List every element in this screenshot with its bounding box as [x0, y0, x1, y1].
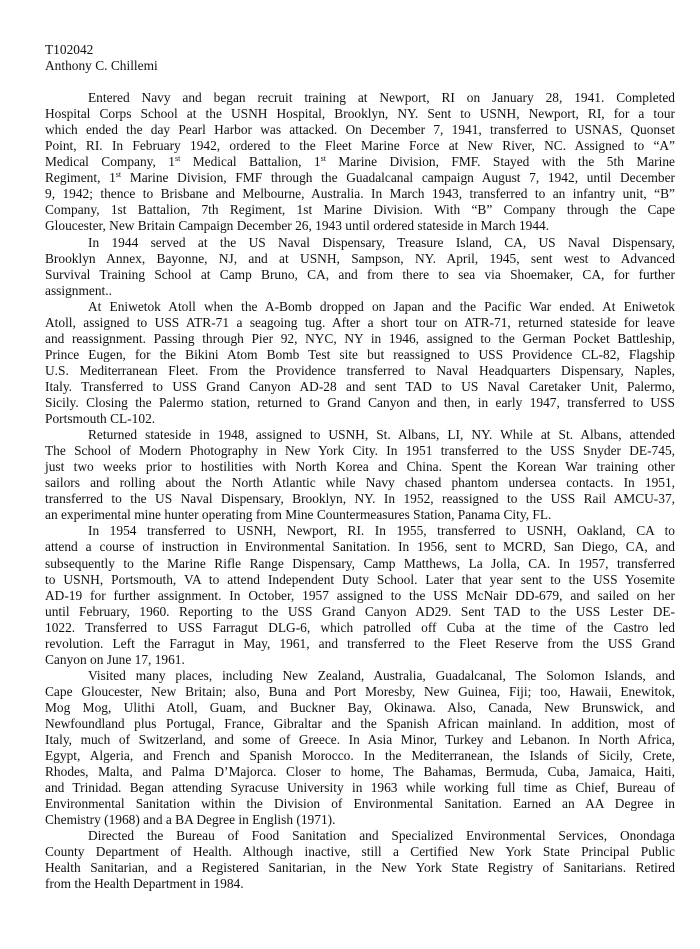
paragraph-line: Rhodes, Malta, and Palma D’Majorca. Closer to home, The Bahamas, Bermuda, Cuba, Jamaica, Haiti,: [45, 764, 675, 780]
paragraph-line: Atoll, assigned to USS ATR-71 a seagoing tug. After a short tour on ATR-71, returned stateside for leave: [45, 314, 675, 330]
paragraph-line: Point, RI. In February 1942, ordered to the Fleet Marine Force at New River, NC. Assigned to “A”: [45, 138, 675, 154]
paragraph-line: Brooklyn Annex, Bayonne, NJ, and at USNH, Sampson, NY. April, 1945, sent west to Advanced: [45, 250, 675, 266]
document-id: T102042: [45, 42, 94, 57]
paragraph-line: Medical Company, 1st Medical Battalion, 1st Marine Division, FMF. Stayed with the 5th Marine: [45, 154, 676, 170]
paragraph-line: and reassignment. Passing through Pier 92, NYC, NY in 1946, assigned to the German Pocket Battleship,: [45, 330, 675, 346]
paragraph-line: Newfoundland plus Portugal, France, Gibraltar and the Spanish African mainland. In addition, most of: [45, 715, 675, 731]
paragraph-line: which ended the day Pearl Harbor was attacked. On December 7, 1941, transferred to USNAS, Quonset: [45, 122, 675, 138]
paragraph-line: Italy, much of Switzerland, and some of Greece. In Asia Minor, Turkey and Lebanon. In North Africa,: [45, 732, 675, 747]
paragraph-line: to USNH, Portsmouth, VA to attend Independent Duty School. Later that year sent to the USS Yosemite: [45, 571, 675, 587]
paragraph-line: In 1944 served at the US Naval Dispensary, Treasure Island, CA, US Naval Dispensary,: [88, 234, 675, 250]
paragraph-line: AD-19 for further assignment. In October, 1957 assigned to the USS McNair DD-679, and sailed on her: [45, 587, 675, 603]
paragraph-line: Visited many places, including New Zealand, Australia, Guadalcanal, The Solomon Islands, and: [88, 667, 675, 683]
paragraph-line: Mog Mog, Ulithi Atoll, Guam, and Buckner Bay, Okinawa. Also, Canada, New Brunswick, and: [45, 699, 675, 715]
paragraph-line: revolution. Left the Farragut in May, 1961, and transferred to the Fleet Reserve from the USS Grand: [45, 635, 675, 651]
paragraph-line: transferred to the US Naval Dispensary, Brooklyn, NY. In 1952, reassigned to the USS Rail AMCU-37,: [45, 491, 675, 507]
paragraph-line: In 1954 transferred to USNH, Newport, RI. In 1955, transferred to USNH, Oakland, CA to: [88, 523, 675, 539]
paragraph-line: subsequently to the Marine Rifle Range Dispensary, Camp Matthews, La Jolla, CA. In 1957, transferred: [45, 555, 675, 571]
paragraph-line: and Trinidad. Began attending Syracuse University in 1963 while working full time as Chief, Bureau of: [45, 780, 675, 796]
paragraph-line: Italy. Transferred to USS Grand Canyon AD-28 and sent TAD to US Naval Caretaker Unit, Palermo,: [45, 378, 675, 394]
paragraph-line: Prince Eugen, for the Bikini Atom Bomb Test site but reassigned to USS Providence CL-82, Flagship: [45, 346, 675, 362]
paragraph-line: Entered Navy and began recruit training at Newport, RI on January 28, 1941. Completed: [88, 90, 675, 105]
paragraph-line: Canyon on June 17, 1961.: [45, 651, 185, 667]
paragraph-line: just two weeks prior to hostilities with North Korea and China. Spent the Korean War training other: [45, 459, 675, 475]
paragraph-line: The School of Modern Photography in New York City. In 1951 transferred to the USS Snyder DE-745,: [45, 443, 675, 459]
paragraph-line: U.S. Mediterranean Fleet. From the Providence transferred to Naval Headquarters Dispensary, Naples,: [45, 362, 675, 378]
paragraph-line: Survival Training School at Camp Bruno, CA, and from there to sea via Shoemaker, CA, for further: [45, 266, 675, 282]
paragraph-line: 1022. Transferred to USS Farragut DLG-6, which patrolled off Cuba at the time of the Castro led: [45, 619, 675, 635]
paragraph-line: At Eniwetok Atoll when the A-Bomb dropped on Japan and the Pacific War ended. At Eniwetok: [88, 298, 675, 314]
paragraph-line: County Department of Health. Although inactive, still a Certified New York State Principal Public: [45, 844, 675, 860]
paragraph-line: 9, 1942; thence to Brisbane and Melbourne, Australia. In March 1943, transferred to an infantry unit, “B”: [45, 186, 675, 202]
paragraph-line: Directed the Bureau of Food Sanitation and Specialized Environmental Services, Onondaga: [88, 828, 675, 844]
paragraph-line: Egypt, Algeria, and French and Spanish Morocco. In the Mediterranean, the Islands of Sicily, Crete,: [45, 748, 675, 763]
paragraph-line: Company, 1st Battalion, 7th Regiment, 1st Marine Division. With “B” Company through the Cape: [45, 202, 675, 218]
paragraph-line: Cape Gloucester, New Britain; also, Buna and Port Moresby, New Guinea, Fiji; too, Hawaii, Enewitok,: [45, 683, 675, 699]
paragraph-line: Portsmouth CL-102.: [45, 411, 156, 426]
paragraph-line: from the Health Department in 1984.: [45, 876, 244, 892]
paragraph-line: Chemistry (1968) and a BA Degree in English (1971).: [45, 812, 336, 828]
paragraph-line: assignment..: [45, 282, 112, 298]
paragraph-line: until February, 1960. Reporting to the USS Grand Canyon AD29. Sent TAD to the USS Lester DE-: [45, 603, 675, 619]
paragraph-line: Gloucester, New Britain Campaign December 26, 1943 until ordered stateside in March 1944.: [45, 218, 550, 234]
paragraph-line: Regiment, 1st Marine Division, FMF through the Guadalcanal campaign August 7, 1942, until December: [45, 170, 675, 186]
paragraph-line: attend a course of instruction in Environmental Sanitation. In 1956, sent to MCRD, San Diego, CA, and: [45, 539, 675, 555]
paragraph-line: Sicily. Closing the Palermo station, returned to Grand Canyon and then, in early 1947, transferred to USS: [45, 395, 675, 410]
paragraph-line: Environmental Sanitation within the Division of Environmental Sanitation. Earned an AA Degree in: [45, 796, 675, 812]
document-author-name: Anthony C. Chillemi: [45, 58, 158, 73]
paragraph-line: an experimental mine hunter operating from Mine Countermeasures Station, Panama City, FL.: [45, 507, 552, 523]
paragraph-line: Health Sanitarian, and a Registered Sanitarian, in the New York State Registry of Sanitarians. Retired: [45, 860, 675, 876]
paragraph-line: Hospital Corps School at the USNH Hospital, Brooklyn, NY. Sent to USNH, Newport, RI, for a tour: [45, 106, 675, 121]
paragraph-line: sailors and rolling about the North Atlantic while Navy chased phantom undersea contacts. In 1951,: [45, 475, 675, 491]
paragraph-line: Returned stateside in 1948, assigned to USNH, St. Albans, LI, NY. While at St. Albans, attended: [88, 427, 675, 443]
